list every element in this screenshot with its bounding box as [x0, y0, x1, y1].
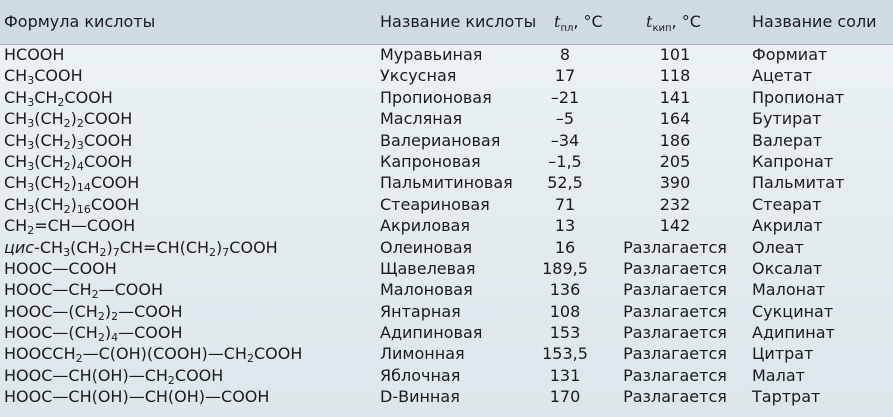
formula-subscript: 3	[76, 138, 84, 152]
formula-text: )	[104, 301, 112, 321]
formula-subscript: 2	[91, 288, 99, 302]
formula-subscript: 2	[27, 224, 35, 238]
formula-text: HOOC—(CH	[4, 323, 98, 343]
table-row	[0, 215, 893, 236]
melting-point-cell: 8	[559, 45, 571, 64]
formula-subscript: 7	[112, 245, 120, 259]
header-salt-name: Название соли	[752, 12, 877, 31]
formula-subscript: 2	[63, 117, 71, 131]
formula-text: )	[70, 173, 77, 193]
formula-subscript: 4	[111, 331, 119, 345]
formula-text: HOOC—(CH	[4, 301, 98, 321]
header-boiling-point	[646, 12, 701, 34]
formula-text: HOOCCH	[4, 344, 76, 364]
salt-name-cell: Тартрат	[752, 387, 821, 407]
table-header	[0, 0, 893, 45]
salt-name-cell: Адипинат	[752, 323, 835, 343]
table-row	[0, 386, 893, 407]
formula-cell	[4, 387, 269, 407]
salt-name-cell: Цитрат	[752, 344, 814, 364]
salt-name-cell: Оксалат	[752, 258, 823, 278]
formula-text: —COOH	[118, 323, 183, 343]
table-row	[0, 322, 893, 343]
formula-subscript: 2	[167, 373, 175, 387]
header-boiling-unit: , °C	[671, 12, 701, 31]
salt-name-cell: Пальмитат	[752, 173, 845, 193]
formula-text: )	[70, 130, 77, 150]
boiling-point-cell: Разлагается	[623, 280, 727, 300]
formula-subscript: 3	[27, 202, 35, 216]
table-row	[0, 237, 893, 258]
formula-text: CH	[4, 87, 28, 107]
boiling-point-cell: 118	[659, 66, 691, 86]
header-boiling-sub: кип	[652, 23, 672, 35]
formula-text: CH	[4, 194, 28, 214]
melting-point-cell: –5	[555, 109, 575, 129]
formula-cell	[4, 45, 64, 65]
formula-subscript: 3	[27, 181, 35, 195]
formula-text: )	[104, 323, 112, 343]
formula-text: HOOC—CH(OH)—CH(OH)—COOH	[4, 387, 270, 407]
formula-text: CH	[4, 216, 28, 236]
table-body	[0, 44, 893, 408]
acid-name-cell: Яблочная	[380, 365, 461, 385]
formula-text: (CH	[34, 151, 64, 171]
melting-point-cell: –34	[550, 130, 580, 150]
boiling-point-cell: Разлагается	[623, 387, 727, 407]
acid-name-cell: D-Винная	[380, 387, 460, 407]
formula-text: HOOC—CH(OH)—CH	[4, 365, 168, 385]
salt-name-cell: Капронат	[752, 151, 834, 171]
acid-name-cell: Масляная	[380, 109, 463, 129]
formula-subscript: 3	[27, 95, 35, 109]
salt-name-cell: Пропионат	[752, 87, 845, 107]
formula-subscript: 2	[63, 159, 71, 173]
formula-text: COOH	[83, 130, 133, 150]
formula-subscript: 3	[27, 117, 35, 131]
table-row	[0, 65, 893, 86]
melting-point-cell: 71	[554, 194, 576, 214]
header-boiling-symbol: t	[646, 12, 653, 31]
formula-text: (CH	[34, 194, 64, 214]
formula-text: =CH—COOH	[34, 216, 136, 236]
formula-text: CH	[4, 151, 28, 171]
acid-name-cell: Пропионовая	[380, 87, 492, 107]
formula-subscript: 14	[76, 181, 91, 195]
formula-text: CH	[34, 87, 58, 107]
acid-name-cell: Пальмитиновая	[380, 173, 513, 193]
acid-name-cell: Валериановая	[380, 130, 501, 150]
formula-text: -CH	[34, 237, 64, 257]
formula-text: COOH	[90, 194, 140, 214]
table-row	[0, 108, 893, 129]
table-row	[0, 87, 893, 108]
formula-text: —C(OH)(COOH)—CH	[82, 344, 247, 364]
acid-name-cell: Стеариновая	[380, 194, 490, 214]
table-row	[0, 258, 893, 279]
boiling-point-cell: 390	[659, 173, 691, 193]
melting-point-cell: 153	[549, 323, 581, 343]
boiling-point-cell: Разлагается	[623, 323, 727, 343]
formula-subscript: 4	[76, 159, 84, 173]
formula-subscript: 2	[97, 309, 105, 323]
salt-name-cell: Малат	[752, 365, 805, 385]
formula-subscript: 2	[63, 202, 71, 216]
melting-point-cell: 52,5	[547, 173, 583, 193]
formula-subscript: 2	[97, 331, 105, 345]
formula-subscript: 2	[209, 245, 217, 259]
formula-text: (CH	[34, 173, 64, 193]
formula-text: )	[70, 194, 77, 214]
table-row	[0, 194, 893, 215]
formula-text: COOH	[174, 365, 224, 385]
formula-subscript: 3	[27, 159, 35, 173]
header-acid-name: Название кислоты	[380, 12, 537, 31]
acid-name-cell: Янтарная	[380, 301, 461, 321]
table-row	[0, 301, 893, 322]
formula-subscript: 2	[63, 181, 71, 195]
formula-subscript: 3	[27, 138, 35, 152]
salt-name-cell: Валерат	[752, 130, 823, 150]
boiling-point-cell: 142	[659, 216, 691, 236]
acid-name-cell: Лимонная	[380, 344, 465, 364]
acid-name-cell: Акриловая	[380, 216, 471, 236]
table-row	[0, 151, 893, 172]
formula-text: COOH	[90, 173, 140, 193]
header-melting-unit: , °C	[573, 12, 603, 31]
boiling-point-cell: 101	[659, 45, 691, 64]
table-row	[0, 365, 893, 386]
formula-subscript: 2	[99, 245, 107, 259]
formula-subscript: 3	[27, 74, 35, 88]
formula-subscript: 16	[76, 202, 91, 216]
table-row	[0, 279, 893, 300]
formula-cell	[4, 259, 117, 279]
acid-name-cell: Щавелевая	[380, 258, 476, 278]
melting-point-cell: 136	[549, 280, 581, 300]
acid-name-cell: Олеиновая	[380, 237, 473, 257]
boiling-point-cell: Разлагается	[623, 301, 727, 321]
melting-point-cell: –21	[550, 87, 580, 107]
salt-name-cell: Акрилат	[752, 216, 823, 236]
melting-point-cell: 153,5	[542, 344, 588, 364]
formula-text: (CH	[70, 237, 100, 257]
salt-name-cell: Малонат	[752, 280, 826, 300]
salt-name-cell: Стеарат	[752, 194, 822, 214]
melting-point-cell: 16	[554, 237, 576, 257]
acid-name-cell: Муравьиная	[380, 45, 483, 64]
salt-name-cell: Сукцинат	[752, 301, 834, 321]
header-melting-symbol: t	[554, 12, 561, 31]
melting-point-cell: 13	[554, 216, 576, 236]
melting-point-cell: 108	[549, 301, 581, 321]
boiling-point-cell: 186	[659, 130, 691, 150]
formula-subscript: 3	[63, 245, 71, 259]
boiling-point-cell: 232	[659, 194, 691, 214]
formula-text: CH	[4, 130, 28, 150]
boiling-point-cell: Разлагается	[623, 258, 727, 278]
formula-subscript: 2	[57, 95, 65, 109]
formula-text: COOH	[64, 87, 113, 107]
formula-subscript: 2	[75, 352, 83, 366]
salt-name-cell: Ацетат	[752, 66, 813, 86]
formula-text: COOH	[34, 66, 83, 86]
boiling-point-cell: Разлагается	[623, 365, 727, 385]
formula-text: HOOC—CH	[4, 280, 92, 300]
header-melting-point	[554, 12, 603, 34]
formula-text: (CH	[34, 130, 64, 150]
formula-subscript: 2	[76, 117, 84, 131]
formula-text: (CH	[34, 109, 64, 129]
formula-text: —COOH	[118, 301, 183, 321]
melting-point-cell: –1,5	[548, 151, 582, 171]
acid-name-cell: Малоновая	[380, 280, 473, 300]
formula-text: COOH	[83, 151, 133, 171]
melting-point-cell: 189,5	[542, 258, 588, 278]
formula-subscript: 2	[246, 352, 254, 366]
melting-point-cell: 17	[554, 66, 576, 86]
formula-body	[34, 238, 278, 257]
formula-text: )	[70, 109, 77, 129]
formula-text: HOOC—COOH	[4, 258, 117, 278]
formula-text: CH	[4, 66, 28, 86]
salt-name-cell: Формиат	[752, 45, 828, 64]
melting-point-cell: 131	[549, 365, 581, 385]
boiling-point-cell: 141	[659, 87, 691, 107]
formula-text: )	[70, 151, 77, 171]
formula-text: HCOOH	[4, 45, 65, 64]
formula-subscript: 7	[222, 245, 230, 259]
boiling-point-cell: 164	[659, 109, 691, 129]
table-row	[0, 343, 893, 364]
melting-point-cell: 170	[549, 387, 581, 407]
header-melting-sub: пл	[560, 23, 574, 35]
boiling-point-cell: Разлагается	[623, 344, 727, 364]
header-formula: Формула кислоты	[4, 12, 156, 31]
formula-text: CH=CH(CH	[119, 237, 210, 257]
formula-text: —COOH	[98, 280, 163, 300]
formula-subscript: 2	[63, 138, 71, 152]
formula-subscript: 2	[111, 309, 119, 323]
formula-text: )	[106, 237, 113, 257]
formula-text: COOH	[83, 109, 133, 129]
formula-text: CH	[4, 173, 28, 193]
table-row	[0, 44, 893, 65]
acid-name-cell: Адипиновая	[380, 323, 483, 343]
formula-text: )	[216, 237, 223, 257]
table-row	[0, 130, 893, 151]
formula-text: CH	[4, 109, 28, 129]
formula-text: COOH	[229, 237, 278, 257]
boiling-point-cell: 205	[659, 151, 691, 171]
table-row	[0, 172, 893, 193]
boiling-point-cell: Разлагается	[623, 237, 727, 257]
salt-name-cell: Олеат	[752, 237, 804, 257]
acid-name-cell: Капроновая	[380, 151, 481, 171]
acid-name-cell: Уксусная	[380, 66, 457, 86]
formula-prefix: цис	[4, 237, 35, 257]
salt-name-cell: Бутират	[752, 109, 822, 129]
formula-text: COOH	[253, 344, 303, 364]
